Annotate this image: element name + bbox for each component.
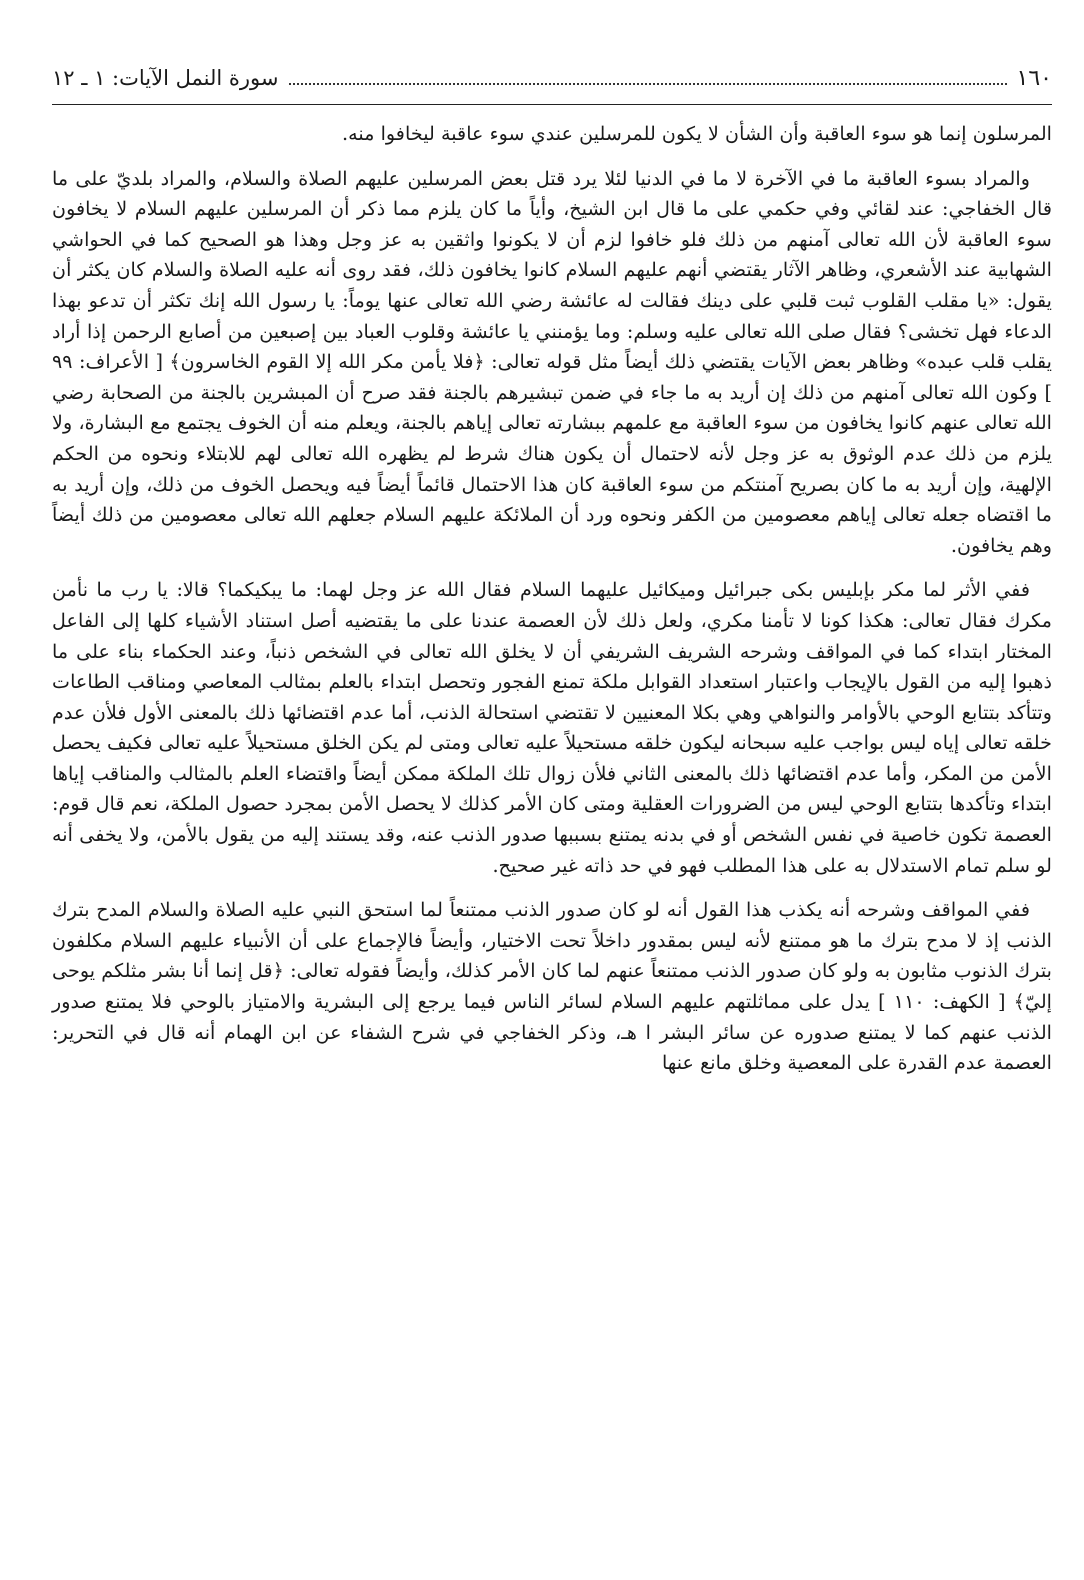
dotted-leader (289, 83, 1007, 85)
running-title: سورة النمل الآيات: ١ ـ ١٢ (52, 66, 279, 90)
paragraph-3: ففي الأثر لما مكر بإبليس بكى جبرائيل وميكائيل عليهما السلام فقال الله عز وجل لهما: ما يبكيكما؟ قالا: يا رب ما نأمن مكرك فقال تعالى: هكذا كونا لا تأمنا مكري، ولعل ذلك لأن العصمة عندنا على ما يقتضيه أصل استناد الأشياء كلها إلى الفاعل المختار ابتداء كما في المواقف وشرحه الشريف الشريفي أن لا يخلق الله تعالى في الشخص ذنباً، وعند الحكماء بناء على ما ذهبوا إليه من القول بالإيجاب واعتبار استعداد القوابل ملكة تمنع الفجور وتحصل ابتداء بالعلم بمثالب المعاصي ومناقب الطاعات وتتأكد بتتابع الوحي بالأوامر والنواهي وهي بكلا المعنيين لا تقتضي استحالة الذنب، أما عدم اقتضائها ذلك بالمعنى الأول فلأن عدم خلقه تعالى إياه ليس بواجب عليه سبحانه ليكون خلقه مستحيلاً عليه تعالى ومتى لم يكن الخلق مستحيلاً عليه تعالى فكيف يحصل الأمن من المكر، وأما عدم اقتضائها ذلك بالمعنى الثاني فلأن زوال تلك الملكة ممكن أيضاً واقتضاء العلم بالمثالب والمناقب إياها ابتداء وتأكدها بتتابع الوحي ليس من الضرورات العقلية ومتى كان الأمر كذلك لا يحصل الأمن بمجرد حصول الملكة، نعم قال قوم: العصمة تكون خاصية في نفس الشخص أو في بدنه يمتنع بسببها صدور الذنب عنه، وقد يستند إليه من يقول بالأمن، ولا يخفى أنه لو سلم تمام الاستدلال به على هذا المطلب فهو في حد ذاته غير صحيح. (52, 578, 1052, 877)
paragraph-2: والمراد بسوء العاقبة ما في الآخرة لا ما في الدنيا لئلا يرد قتل بعض المرسلين عليهم الصلاة والسلام، والمراد بلديّ على ما قال الخفاجي: عند لقائي وفي حكمي على ما قال ابن الشيخ، وأياً ما كان يلزم مما ذكر أن المرسلين عليهم السلام لا يخافون سوء العاقبة لأن الله تعالى آمنهم من ذلك فلو خافوا لزم أن لا يكونوا واثقين به عز وجل وهذا هو الصحيح كما في الحواشي الشهابية عند الأشعري، وظاهر الآثار يقتضي أنهم عليهم السلام كانوا يخافون ذلك، فقد روى أنه عليه الصلاة والسلام كان يكثر أن يقول: «يا مقلب القلوب ثبت قلبي على دينك فقالت له عائشة رضي الله تعالى عنها يوماً: يا رسول الله إنك تكثر أن تدعو بهذا الدعاء فهل تخشى؟ فقال صلى الله تعالى عليه وسلم: وما يؤمنني يا عائشة وقلوب العباد بين إصبعين من أصابع الرحمن إذا أراد يقلب قلب عبده» وظاهر بعض الآيات يقتضي ذلك أيضاً مثل قوله تعالى: ﴿فلا يأمن مكر الله إلا القوم الخاسرون﴾ [ الأعراف: ٩٩ ] وكون الله تعالى آمنهم من ذلك إن أريد به ما جاء في ضمن تبشيرهم بالجنة فقد صرح أن المبشرين بالجنة من الصحابة رضي الله تعالى عنهم كانوا يخافون من سوء العاقبة مع علمهم ببشارته تعالى إياهم بالجنة، ويعلم منه أن الخوف يجتمع مع البشارة، ولا يلزم من ذلك عدم الوثوق به عز وجل لأنه لاحتمال أن يكون هناك شرط لم يظهره الله تعالى لهم للابتلاء ونحوه من الحكم الإلهية، وإن أريد به ما كان بصريح آمنتكم من سوء العاقبة كان هذا الاحتمال قائماً أيضاً فيه ويحصل الخوف من ذلك، وإن أريد به ما اقتضاه جعله تعالى إياهم معصومين من الكفر ونحوه ورد أن الملائكة عليهم السلام جعلهم الله تعالى معصومين من ذلك أيضاً وهم يخافون. (52, 166, 1052, 557)
header-rule (52, 104, 1052, 105)
page (52, 58, 1052, 1558)
page-number: ١٦٠ (1016, 65, 1052, 91)
paragraph-4: ففي المواقف وشرحه أنه يكذب هذا القول أنه لو كان صدور الذنب ممتنعاً لما استحق النبي عليه الصلاة والسلام المدح بترك الذنب إذ لا مدح بترك ما هو ممتنع لأنه ليس بمقدور داخلاً تحت الاختيار، وأيضاً فالإجماع على أن الأنبياء عليهم السلام مكلفون بترك الذنوب مثابون به ولو كان صدور الذنب ممتنعاً عنهم لما كان الأمر كذلك، وأيضاً فقوله تعالى: ﴿قل إنما أنا بشر مثلكم يوحى إليّ﴾ [ الكهف: ١١٠ ] يدل على مماثلتهم عليهم السلام لسائر الناس فيما يرجع إلى البشرية والامتياز بالوحي فلا يمتنع صدور الذنب عنهم كما لا يمتنع صدوره عن سائر البشر ا هـ، وذكر الخفاجي في شرح الشفاء عن ابن الهمام أنه قال في التحرير: العصمة عدم القدرة على المعصية وخلق مانع عنها (52, 898, 1053, 1075)
paragraph-1: المرسلون إنما هو سوء العاقبة وأن الشأن لا يكون للمرسلين عندي سوء عاقبة ليخافوا منه. (342, 122, 1052, 145)
body-text (52, 119, 1052, 1079)
running-header (52, 58, 1052, 98)
